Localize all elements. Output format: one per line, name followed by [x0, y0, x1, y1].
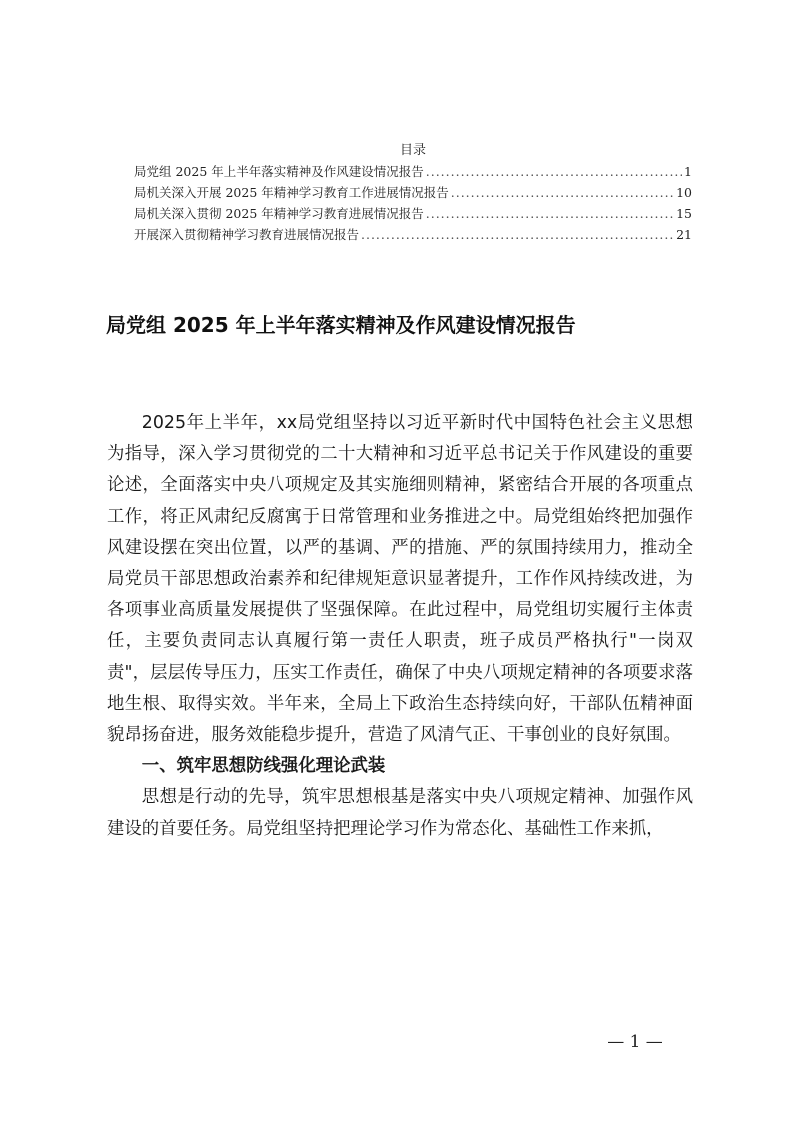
toc-entry-page: 10	[676, 185, 692, 200]
toc-entry-label: 开展深入贯彻精神学习教育进展情况报告	[134, 227, 360, 242]
toc-entry-label: 局党组 2025 年上半年落实精神及作风建设情况报告	[134, 164, 424, 179]
document-title: 局党组 2025 年上半年落实精神及作风建设情况报告	[106, 313, 576, 337]
section-heading: 一、筑牢思想防线强化理论武装	[141, 756, 386, 777]
document-body	[107, 408, 693, 845]
toc-entry[interactable]	[134, 203, 692, 224]
toc-leader-dots	[426, 203, 674, 224]
toc-entry[interactable]	[134, 182, 692, 203]
toc-entry[interactable]	[134, 224, 692, 245]
toc-leader-dots	[426, 161, 682, 182]
toc-entry-page: 1	[684, 164, 692, 179]
page-number: — 1 —	[607, 1032, 663, 1052]
table-of-contents	[134, 141, 692, 245]
toc-entry[interactable]	[134, 161, 692, 182]
intro-paragraph: 2025年上半年，xx局党组坚持以习近平新时代中国特色社会主义思想为指导，深入学习贯彻党的二十大精神和习近平总书记关于作风建设的重要论述，全面落实中央八项规定及其实施细则精神，紧密结合开展的各项重点工作，将正风肃纪反腐寓于日常管理和业务推进之中。局党组始终把加强作风建设摆在突出位置，以严的基调、严的措施、严的氛围持续用力，推动全局党员干部思想政治素养和纪律规矩意识显著提升，工作作风持续改进，为各项事业高质量发展提供了坚强保障。在此过程中，局党组切实履行主体责任，主要负责同志认真履行第一责任人职责，班子成员严格执行"一岗双责"，层层传导压力，压实工作责任，确保了中央八项规定精神的各项要求落地生根、取得实效。半年来，全局上下政治生态持续向好，干部队伍精神面貌昂扬奋进，服务效能稳步提升，营造了风清气正、干事创业的良好氛围。	[107, 413, 693, 746]
toc-entry-label: 局机关深入贯彻 2025 年精神学习教育进展情况报告	[134, 206, 424, 221]
toc-entry-page: 15	[676, 206, 692, 221]
toc-title: 目录	[399, 143, 426, 158]
section-paragraph: 思想是行动的先导，筑牢思想根基是落实中央八项规定精神、加强作风建设的首要任务。局党组坚持把理论学习作为常态化、基础性工作来抓，	[107, 787, 693, 839]
toc-leader-dots	[361, 224, 674, 245]
toc-entry-page: 21	[676, 227, 692, 242]
toc-leader-dots	[451, 182, 674, 203]
toc-entry-label: 局机关深入开展 2025 年精神学习教育工作进展情况报告	[134, 185, 449, 200]
